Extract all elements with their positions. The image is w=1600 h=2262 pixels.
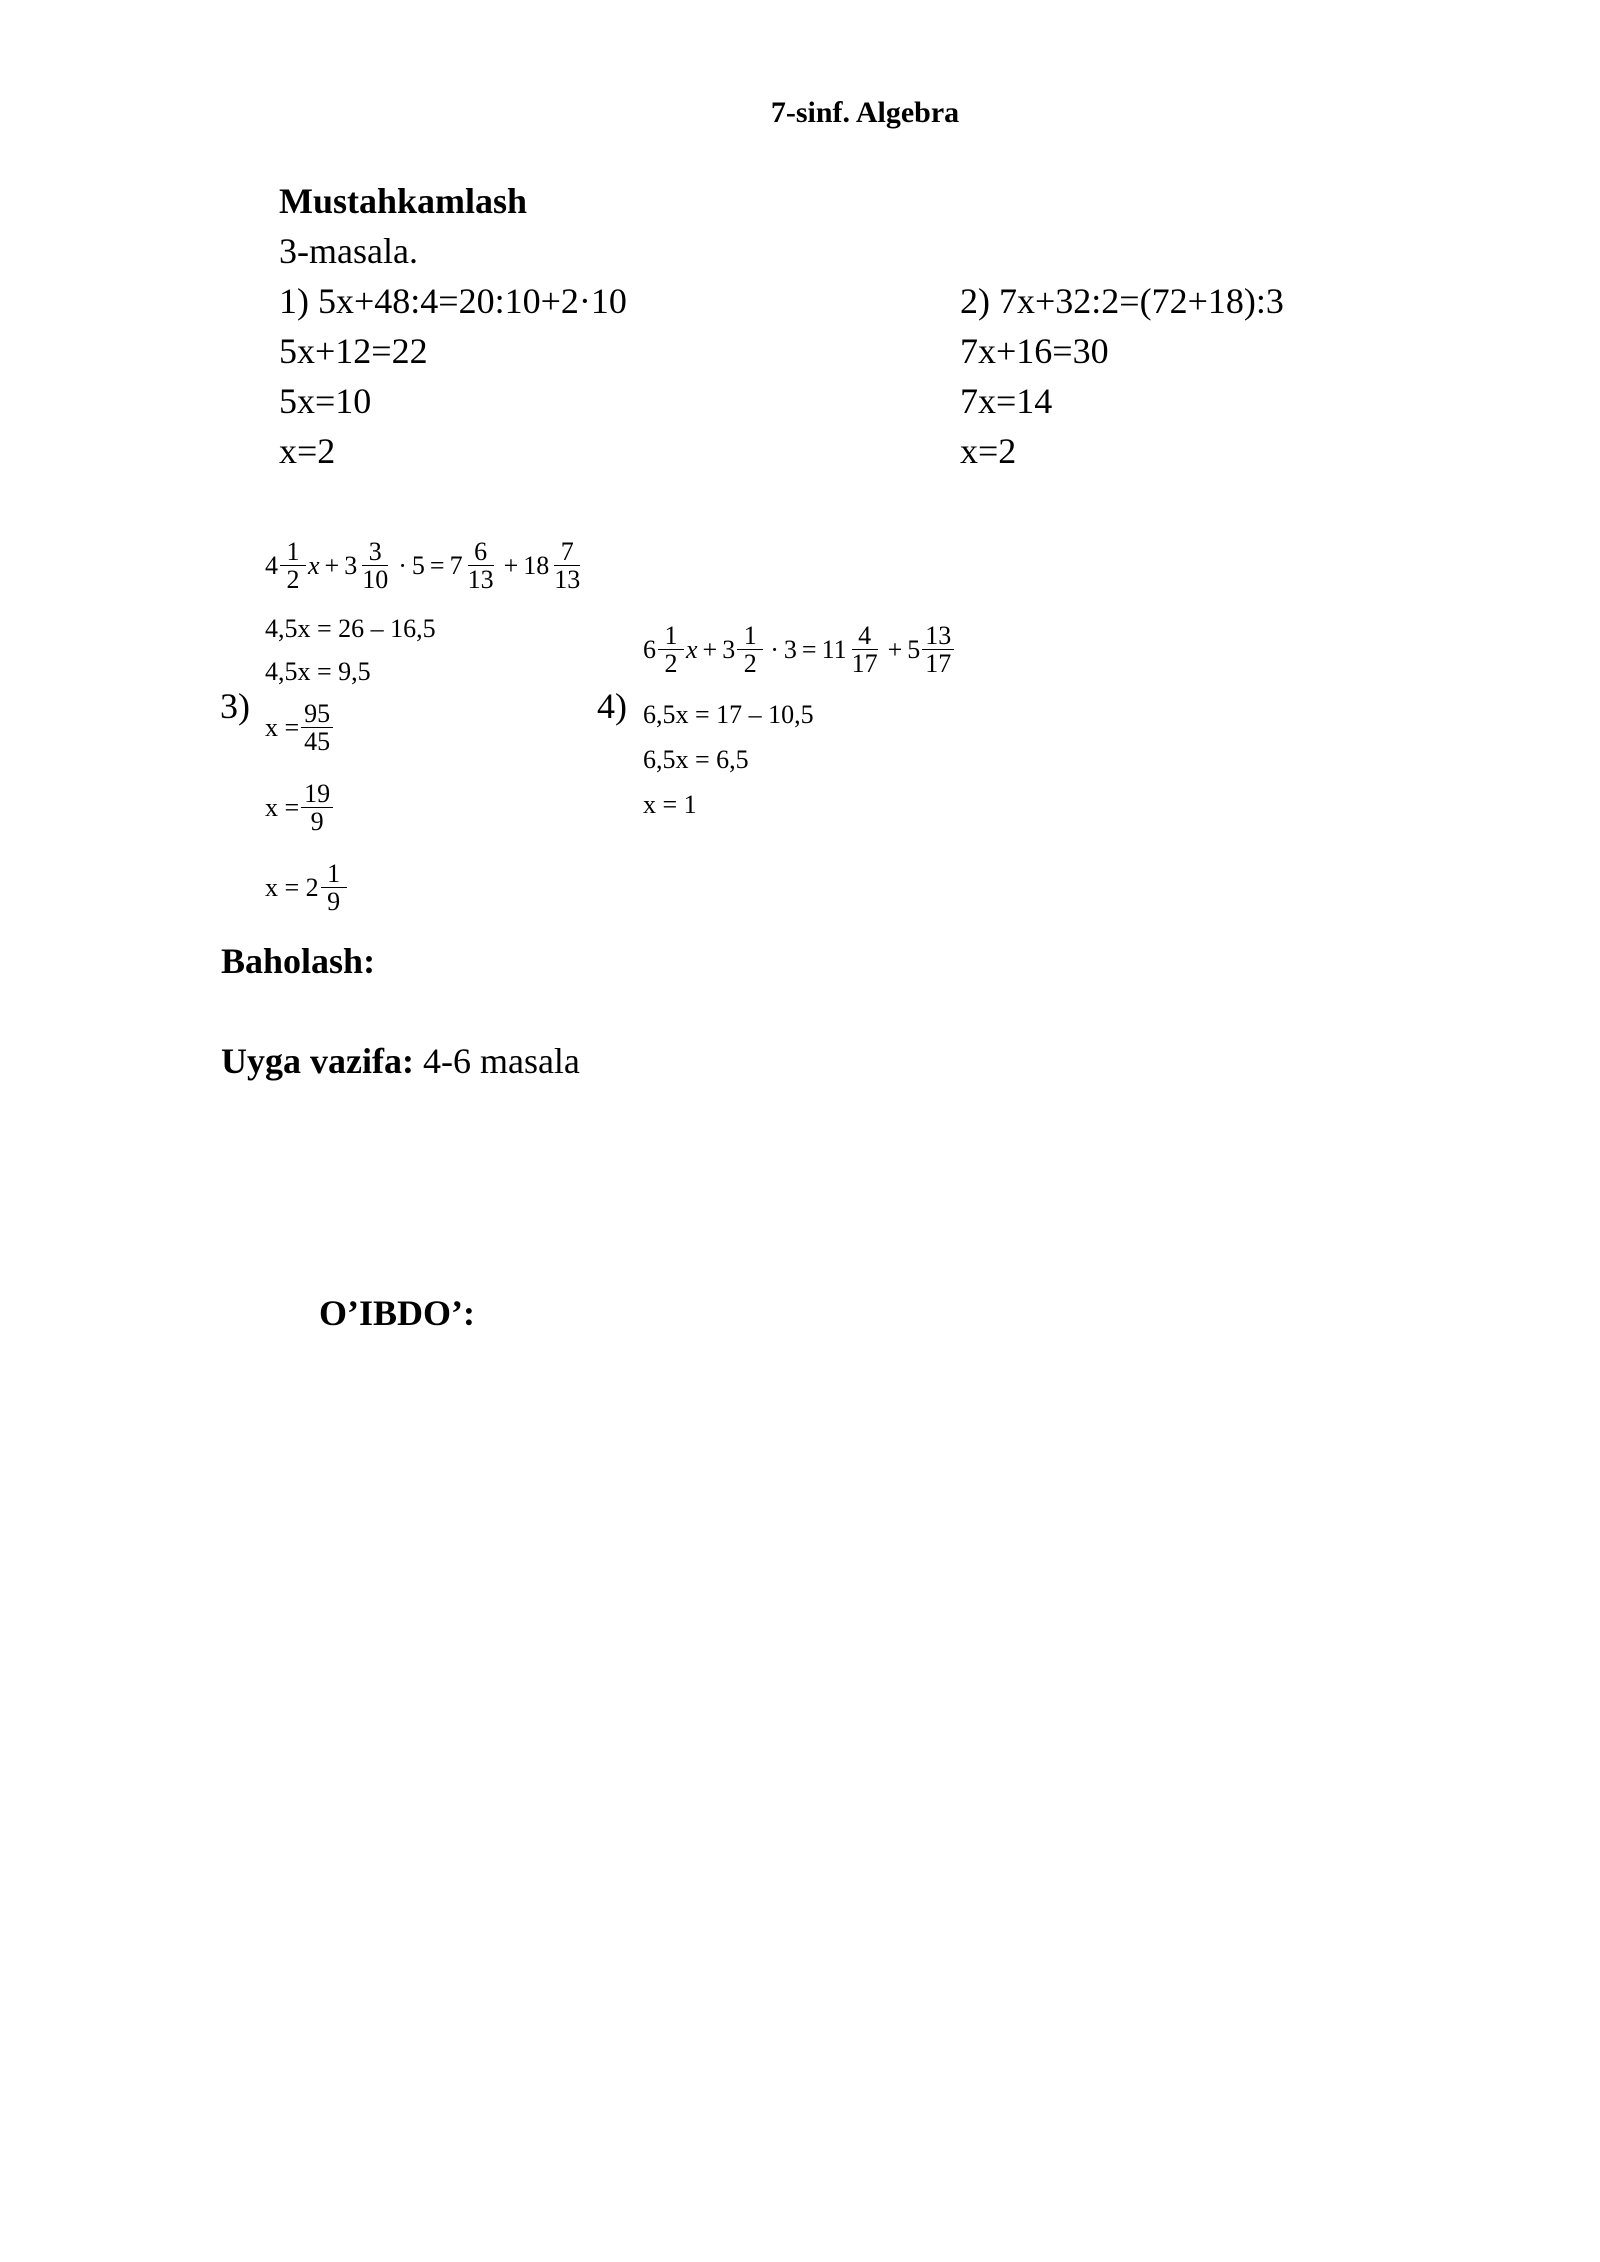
fraction: $\frac{6}{13}$ [467,537,494,595]
eq1-line-2: 5x+12=22 [279,331,428,371]
fraction: $\frac{1}{2}$ [658,622,684,678]
fraction: $\frac{7}{13}$ [554,537,581,595]
section-heading: Mustahkamlash [279,181,528,221]
eq3-line-5: x = $\frac{19}{9}$ [265,780,335,836]
fraction: $\frac{1}{2}$ [280,538,306,594]
eq1-line-1: 1) 5x+48:4=20:10+2·10 [279,281,627,321]
homework-text: 4-6 masala [413,1041,580,1081]
eq3-line-4: x = $\frac{95}{45}$ [265,700,335,756]
problem-number: 3-masala. [279,231,418,271]
eq4-line-4: x = 1 [643,790,697,819]
fraction: $\frac{19}{9}$ [301,780,333,836]
page-title: 7-sinf. Algebra [770,96,960,129]
eq2-line-1: 2) 7x+32:2=(72+18):3 [960,281,1284,321]
eq2-line-3: 7x=14 [960,381,1053,421]
fraction: $\frac{4}{17}$ [851,621,878,679]
eq4-line-1: 6 $\frac{1}{2}$ x + 3 $\frac{1}{2}$ · 3 = 11 $\frac{4}{17}$ + 5 $\frac{13}{17}$ [643,622,956,678]
eq4-label: 4) [597,686,627,726]
fraction: $\frac{95}{45}$ [301,700,333,756]
eq3-label: 3) [220,686,250,726]
eq3-line-6: x = 2 $\frac{1}{9}$ [265,860,349,916]
fraction: $\frac{13}{17}$ [922,622,954,678]
eq4-line-3: 6,5x = 6,5 [643,745,749,774]
eq2-line-2: 7x+16=30 [960,331,1109,371]
footer-label: O’IBDO’: [319,1293,475,1333]
fraction: $\frac{3}{10}$ [362,537,389,595]
fraction: $\frac{1}{9}$ [321,860,347,916]
fraction: $\frac{1}{2}$ [737,622,763,678]
eq4-line-2: 6,5x = 17 – 10,5 [643,700,814,729]
eq1-line-4: x=2 [279,431,336,471]
eq3-line-1: 4 $\frac{1}{2}$ x + 3 $\frac{3}{10}$ · 5 = 7 $\frac{6}{13}$ + 18 $\frac{7}{13}$ [265,538,585,594]
eq3-line-3: 4,5x = 9,5 [265,657,371,686]
eq3-line-2: 4,5x = 26 – 16,5 [265,614,436,643]
homework-label: Uyga vazifa: [221,1041,414,1081]
homework-line [221,1040,580,1082]
grading-label: Baholash: [221,941,376,981]
eq2-line-4: x=2 [960,431,1017,471]
eq1-line-3: 5x=10 [279,381,372,421]
